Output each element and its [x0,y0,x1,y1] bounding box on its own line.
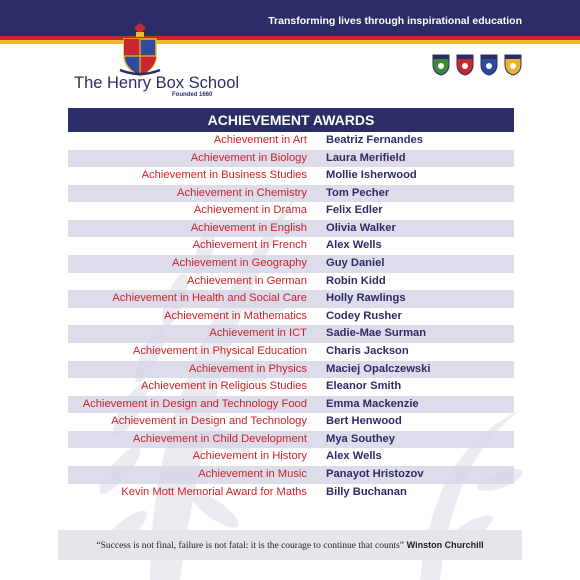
award-row [68,431,514,449]
award-recipient: Maciej Opalczewski [326,362,431,375]
award-row [68,150,514,168]
quote-text: “Success is not final, failure is not fatal: it is the courage to continue that counts” [96,541,405,551]
awards-table [68,132,514,501]
award-name: Achievement in Religious Studies [140,380,307,393]
award-row [68,290,514,308]
awards-title: ACHIEVEMENT AWARDS [68,108,514,132]
award-name: Achievement in Biology [190,151,307,164]
award-name: Achievement in Child Development [132,432,307,445]
award-recipient: Beatriz Fernandes [326,134,423,146]
award-row [68,167,514,185]
red-house-shield-icon [456,54,474,76]
award-name: Achievement in Drama [193,204,307,217]
award-row [68,378,514,396]
award-recipient: Tom Pecher [326,186,390,199]
house-icons [432,54,522,76]
award-row [68,466,514,484]
award-recipient: Mollie Isherwood [326,169,417,182]
award-name: Achievement in Mathematics [163,309,307,322]
award-row [68,237,514,255]
award-row [68,484,514,502]
award-row [68,343,514,361]
tagline: Transforming lives through inspirational education [268,15,522,27]
award-recipient: Alex Wells [326,239,382,252]
award-row [68,132,514,150]
yellow-house-shield-icon [504,54,522,76]
award-recipient: Billy Buchanan [326,485,407,498]
award-row [68,448,514,466]
award-name: Achievement in Business Studies [141,169,307,182]
award-row [68,413,514,431]
award-name: Achievement in History [192,450,307,463]
award-name: Achievement in Geography [172,257,307,270]
award-recipient: Laura Merifield [326,151,406,164]
award-name: Achievement in Chemistry [177,186,307,199]
award-recipient: Sadie-Mae Surman [326,327,427,340]
blue-house-shield-icon [480,54,498,76]
award-recipient: Mya Southey [326,432,396,445]
award-row [68,325,514,343]
award-name: Achievement in Art [213,134,307,146]
award-row [68,255,514,273]
award-name: Achievement in Physics [188,362,307,375]
green-house-shield-icon [432,54,450,76]
award-name: Achievement in Health and Social Care [112,292,307,305]
award-name: Achievement in ICT [209,327,307,340]
award-recipient: Codey Rusher [326,309,402,322]
award-name: Achievement in Music [198,467,307,480]
award-name: Achievement in Design and Technology Food [82,397,307,410]
award-recipient: Emma Mackenzie [326,397,419,410]
award-recipient: Felix Edler [326,204,383,217]
award-name: Kevin Mott Memorial Award for Maths [121,485,307,498]
award-recipient: Eleanor Smith [326,380,402,393]
award-recipient: Olivia Walker [326,221,396,234]
award-name: Achievement in Design and Technology [111,415,307,428]
award-recipient: Charis Jackson [326,344,409,357]
award-recipient: Alex Wells [326,450,382,463]
award-row [68,185,514,203]
school-name: The Henry Box School [74,74,240,92]
award-row [68,396,514,414]
award-recipient: Robin Kidd [326,274,386,287]
award-row [68,202,514,220]
award-name: Achievement in Physical Education [132,344,307,357]
award-recipient: Panayot Hristozov [326,467,424,480]
award-name: Achievement in French [192,239,307,252]
gold-stripe [0,40,580,44]
award-name: Achievement in English [190,221,307,234]
school-crest-icon [118,22,162,78]
award-row [68,308,514,326]
award-name: Achievement in German [186,274,307,287]
award-recipient: Holly Rawlings [326,292,406,305]
header-bar [0,0,580,36]
award-row [68,361,514,379]
award-row [68,220,514,238]
quote-box [58,530,522,560]
award-recipient: Guy Daniel [326,257,385,270]
award-row [68,273,514,291]
award-recipient: Bert Henwood [326,415,402,428]
quote-author: Winston Churchill [406,540,484,550]
founded-label: Founded 1660 [172,92,213,98]
